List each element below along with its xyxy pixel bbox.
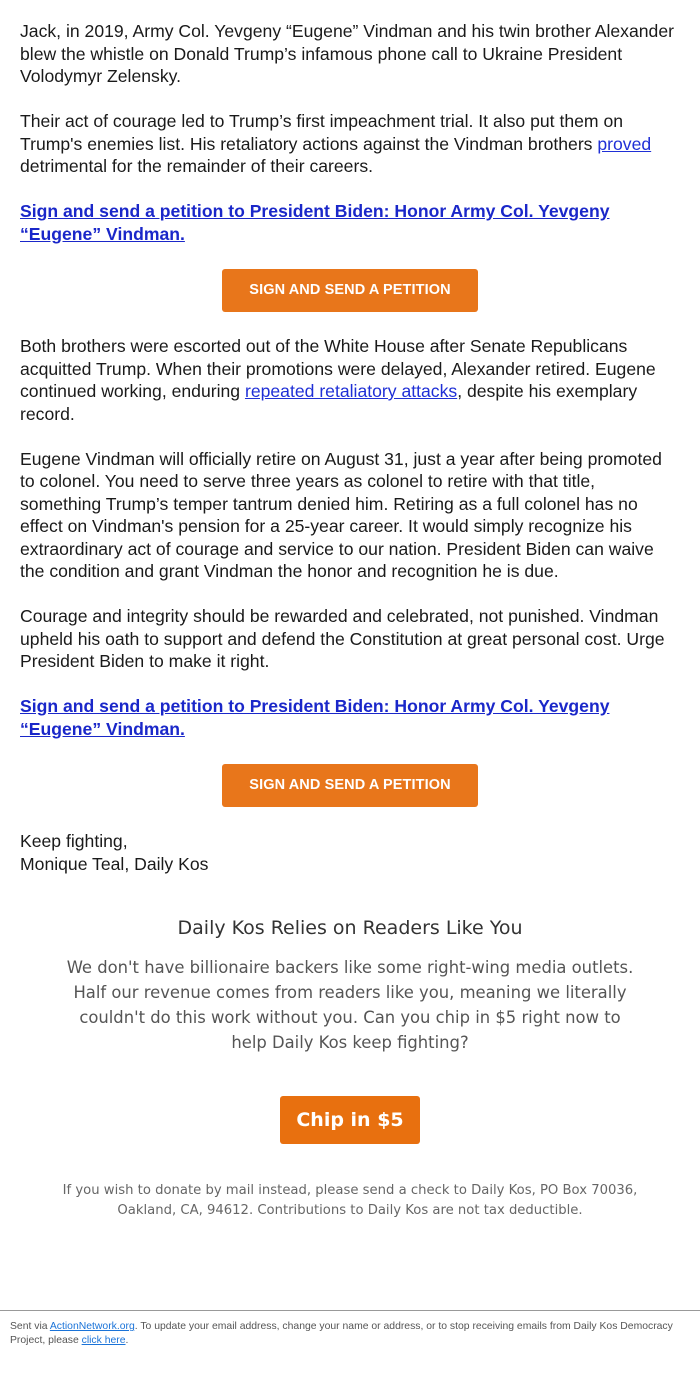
- signoff: [20, 830, 680, 875]
- click-here-link[interactable]: click here: [81, 1335, 126, 1346]
- escorted-text: Both brothers were escorted out of the White House after Senate Republicans acquitted Trump. When their promotions were delayed, Alexander retired. Eugene continued working, enduring: [20, 336, 656, 401]
- enemies-paragraph: [20, 110, 680, 178]
- actionnetwork-link[interactable]: ActionNetwork.org: [49, 1321, 135, 1332]
- signoff-line-2: Monique Teal, Daily Kos: [20, 853, 209, 874]
- footer-sent-via: Sent via: [10, 1321, 50, 1332]
- sign-petition-button-top[interactable]: SIGN AND SEND A PETITION: [222, 269, 478, 312]
- enemies-text-end: detrimental for the remainder of their careers.: [20, 156, 374, 176]
- footer-divider: [0, 1310, 700, 1311]
- signoff-line-1: Keep fighting,: [20, 831, 128, 851]
- proved-link[interactable]: proved: [597, 133, 652, 154]
- footer-end: .: [125, 1335, 129, 1346]
- petition-link-bottom[interactable]: Sign and send a petition to President Biden: Honor Army Col. Yevgeny “Eugene” Vindman.: [20, 696, 610, 739]
- escorted-text-end: , despite his exemplary record.: [20, 381, 638, 424]
- footer-text: . To update your email address, change your name or address, or to stop receiving emails from Daily Kos Democracy Project, please: [10, 1321, 673, 1346]
- mail-donation-note: If you wish to donate by mail instead, please send a check to Daily Kos, PO Box 70036, Oakland, CA, 94612. Contributions to Daily Kos are not tax deductible.: [62, 1183, 638, 1218]
- chip-in-button[interactable]: Chip in $5: [280, 1096, 420, 1144]
- appeal-title: Daily Kos Relies on Readers Like You: [177, 917, 523, 939]
- petition-button-wrap-top: [20, 269, 680, 312]
- escorted-paragraph: [20, 335, 680, 425]
- retaliatory-attacks-link[interactable]: repeated retaliatory attacks: [244, 381, 458, 401]
- retire-paragraph: Eugene Vindman will officially retire on August 31, just a year after being promoted to colonel. You need to serve three years as colonel to retire with that title, something Trump’s temper tantrum denied him. Retiring as a full colonel has no effect on Vindman's pension for a 25-year career. It would simply recognize his extraordinary act of courage and service to our nation. President Biden can waive the condition and grant Vindman the honor and recognition he is due.: [20, 448, 662, 581]
- courage-paragraph: Courage and integrity should be rewarded and celebrated, not punished. Vindman upheld his oath to support and defend the Constitution at great personal cost. Urge President Biden to make it right.: [20, 606, 665, 671]
- footer: [10, 1320, 690, 1348]
- email-body: [20, 20, 680, 875]
- appeal-body: We don't have billionaire backers like some right-wing media outlets. Half our revenue comes from readers like you, meaning we literally couldn't do this work without you. Can you chip in $5 right now to help Daily Kos keep fighting?: [66, 958, 634, 1052]
- sign-petition-button-bottom[interactable]: SIGN AND SEND A PETITION: [222, 764, 478, 807]
- petition-link-top[interactable]: Sign and send a petition to President Biden: Honor Army Col. Yevgeny “Eugene” Vindman.: [20, 201, 610, 244]
- enemies-text: Their act of courage led to Trump’s first impeachment trial. It also put them on Trump's enemies list. His retaliatory actions against the Vindman brothers: [20, 111, 624, 154]
- petition-button-wrap-bottom: [20, 764, 680, 807]
- intro-paragraph: Jack, in 2019, Army Col. Yevgeny “Eugene” Vindman and his twin brother Alexander blew the whistle on Donald Trump’s infamous phone call to Ukraine President Volodymyr Zelensky.: [20, 21, 674, 86]
